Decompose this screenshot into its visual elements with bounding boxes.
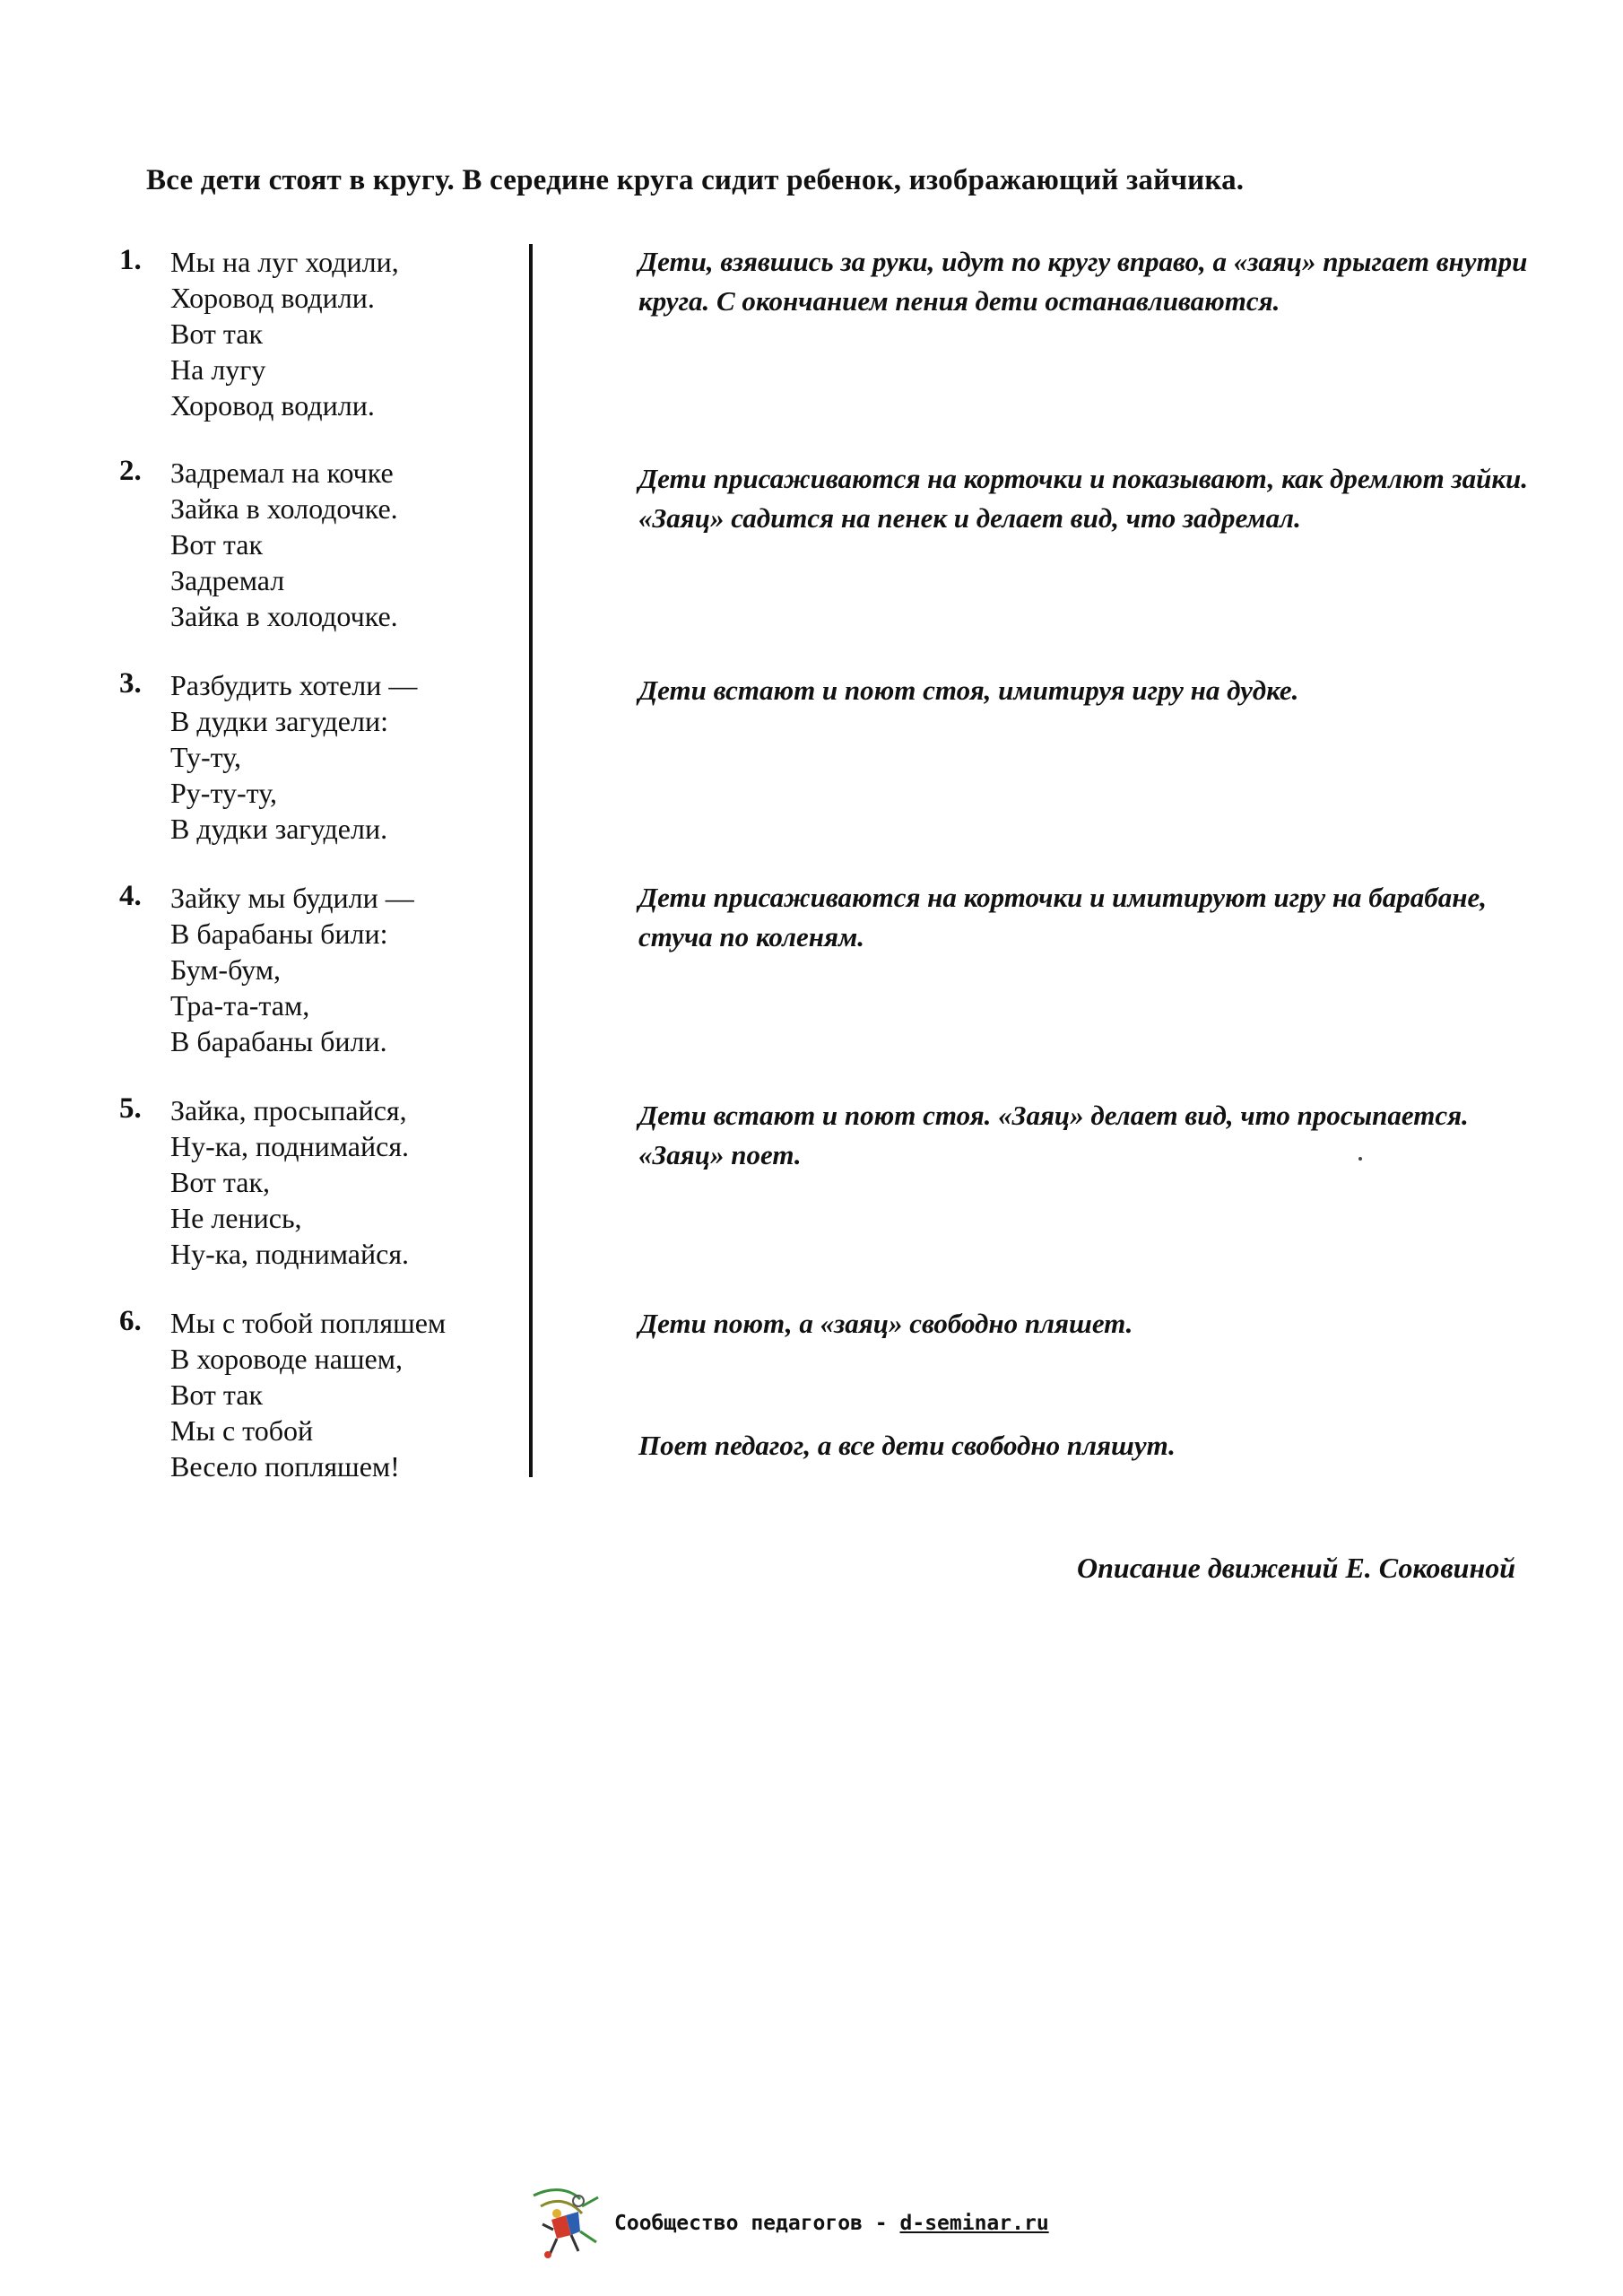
stanza-number: 3. (119, 667, 142, 700)
stanza-number: 4. (119, 880, 142, 912)
stanza-line: Мы с тобой (170, 1414, 314, 1447)
stanza-line: В дудки загудели. (170, 813, 388, 845)
stanza-line: Мы с тобой попляшем (170, 1307, 447, 1339)
stanza-line: В хороводе нашем, (170, 1343, 403, 1375)
stanza-number: 2. (119, 455, 142, 487)
stanza-line: Не ленись, (170, 1202, 302, 1234)
stanza-lines (170, 455, 547, 634)
stanza-line: Зайка в холодочке. (170, 492, 398, 525)
page-footer (516, 2179, 1197, 2260)
stanza-line: Задремал (170, 564, 285, 596)
stanza-line: Вот так, (170, 1166, 271, 1198)
movement-description-1: Дети, взявшись за руки, идут по кругу вправо, а «заяц» прыгает внутри круга. С окончанием пения дети останавливаются. (638, 246, 1528, 317)
scan-speck (1358, 1157, 1362, 1161)
stanza-line: Разбудить хотели — (170, 669, 418, 701)
dancing-children-logo-icon (516, 2179, 614, 2260)
stanza-lines (170, 1305, 547, 1484)
movement-description-4: Дети присаживаются на корточки и имитируют игру на барабане, стуча по коленям. (638, 882, 1487, 952)
stanza-lines (170, 244, 547, 423)
stanza-line: На лугу (170, 353, 266, 386)
stanza-line: Вот так (170, 528, 264, 561)
stanza-line: Вот так (170, 1378, 264, 1411)
stanza-line: Ру-ту-ту, (170, 777, 278, 809)
movement-description-2: Дети присаживаются на корточки и показывают, как дремлют зайки. «Заяц» садится на пенек и делает вид, что задремал. (638, 463, 1529, 534)
stanza-number: 1. (119, 244, 142, 276)
movement-description-final: Поет педагог, а все дети свободно пляшут. (638, 1430, 1176, 1461)
intro-text: Все дети стоят в кругу. В середине круга сидит ребенок, изображающий зайчика. (146, 164, 1245, 196)
stanza-lines (170, 1092, 547, 1272)
movement-credit: Описание движений Е. Соковиной (1077, 1552, 1515, 1584)
stanza-lines (170, 667, 547, 847)
movement-description-3: Дети встают и поют стоя, имитируя игру на дудке. (638, 674, 1299, 706)
movement-description-6: Дети поют, а «заяц» свободно пляшет. (638, 1308, 1133, 1339)
stanza-line: Вот так (170, 317, 264, 350)
stanza-line: Ту-ту, (170, 741, 241, 773)
footer-community-label: Сообщество педагогов - (614, 2212, 900, 2235)
footer-text (614, 2212, 1049, 2235)
stanza-number: 5. (119, 1092, 142, 1125)
stanza-line: Хоровод водили. (170, 282, 375, 314)
stanza-line: Зайка в холодочке. (170, 600, 398, 632)
stanza-line: Хоровод водили. (170, 389, 375, 422)
movement-description-5: Дети встают и поют стоя. «Заяц» делает вид, что просыпается. «Заяц» поет. (638, 1100, 1469, 1170)
footer-site-link[interactable]: d-seminar.ru (899, 2212, 1049, 2235)
stanza-line: Весело попляшем! (170, 1450, 400, 1483)
column-divider (529, 244, 533, 1477)
stanza-lines (170, 880, 547, 1059)
stanza-line: Бум-бум, (170, 953, 281, 986)
stanza-line: Задремал на кочке (170, 457, 394, 489)
stanza-line: Зайку мы будили — (170, 882, 414, 914)
stanza-line: Мы на луг ходили, (170, 246, 399, 278)
stanza-line: В дудки загудели: (170, 705, 388, 737)
stanza-line: Ну-ка, поднимайся. (170, 1238, 410, 1270)
stanza-line: Тра-та-там, (170, 989, 310, 1022)
stanza-line: В барабаны били: (170, 918, 388, 950)
stanza-line: Зайка, просыпайся, (170, 1094, 407, 1126)
stanza-line: Ну-ка, поднимайся. (170, 1130, 410, 1162)
stanza-line: В барабаны били. (170, 1025, 387, 1057)
stanza-number: 6. (119, 1305, 142, 1337)
